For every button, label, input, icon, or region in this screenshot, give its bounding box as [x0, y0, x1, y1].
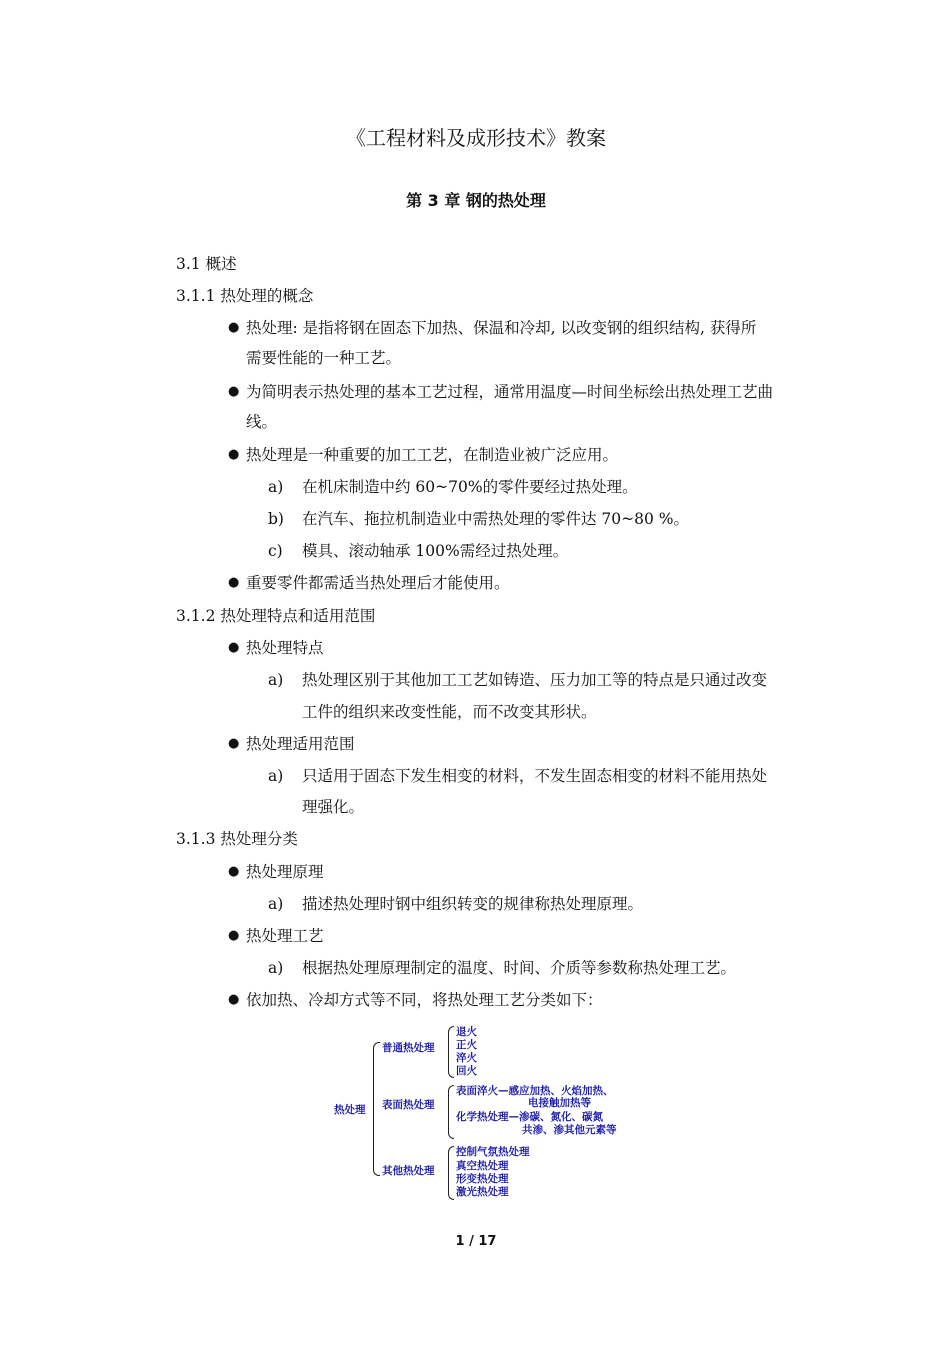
- section-3-1: 3.1 概述: [176, 255, 237, 273]
- list-text-cont: 理强化。: [302, 798, 365, 816]
- tree-item-cont: 电接触加热等: [528, 1097, 591, 1109]
- tree-item: 退火: [456, 1026, 477, 1038]
- list-item: [268, 958, 736, 978]
- list-item: [268, 509, 689, 529]
- bullet-scope: ● 热处理适用范围: [246, 734, 355, 754]
- tree-item: 表面淬火—感应加热、火焰加热、: [456, 1085, 614, 1097]
- page-number: 1 / 17: [455, 1234, 497, 1249]
- list-text: 在机床制造中约 60~70%的零件要经过热处理。: [302, 478, 638, 496]
- list-label: b): [268, 510, 284, 528]
- group-brace: [448, 1146, 454, 1200]
- tree-item: 真空热处理: [456, 1160, 509, 1172]
- list-item: [268, 670, 767, 690]
- list-item: [268, 541, 568, 561]
- section-3-1-2: 3.1.2 热处理特点和适用范围: [176, 607, 376, 625]
- tree-item: 回火: [456, 1065, 477, 1077]
- bullet-classification: ● 依加热、冷却方式等不同，将热处理工艺分类如下：: [246, 990, 603, 1010]
- list-text: 根据热处理原理制定的温度、时间、介质等参数称热处理工艺。: [302, 959, 737, 977]
- bullet-process: ● 热处理工艺: [246, 926, 324, 946]
- tree-root: 热处理: [334, 1104, 366, 1116]
- list-item: [268, 477, 638, 497]
- tree-item: 淬火: [456, 1052, 477, 1064]
- list-text: 只适用于固态下发生相变的材料，不发生固态相变的材料不能用热处: [302, 767, 768, 785]
- list-text: 热处理区别于其他加工工艺如铸造、压力加工等的特点是只通过改变: [302, 671, 768, 689]
- list-label: a): [268, 478, 284, 496]
- list-text: 模具、滚动轴承 100%需经过热处理。: [302, 542, 569, 560]
- bullet-principle: ● 热处理原理: [246, 862, 324, 882]
- section-3-1-3: 3.1.3 热处理分类: [176, 830, 298, 848]
- bullet-curve: ● 为简明表示热处理的基本工艺过程，通常用温度—时间坐标绘出热处理工艺曲: [246, 382, 773, 402]
- chapter-heading: 第 3 章 钢的热处理: [406, 191, 546, 210]
- tree-item: 激光热处理: [456, 1186, 509, 1198]
- list-label: a): [268, 959, 284, 977]
- root-brace: [373, 1042, 380, 1176]
- bullet-definition: ● 热处理: 是指将钢在固态下加热、保温和冷却, 以改变钢的组织结构, 获得所: [246, 318, 756, 338]
- group-brace: [448, 1085, 454, 1139]
- tree-item: 控制气氛热处理: [456, 1146, 530, 1158]
- bullet-important-parts: ● 重要零件都需适当热处理后才能使用。: [246, 573, 510, 593]
- bullet-importance: ● 热处理是一种重要的加工工艺，在制造业被广泛应用。: [246, 445, 618, 465]
- list-text: 在汽车、拖拉机制造业中需热处理的零件达 70~80 %。: [302, 510, 690, 528]
- tree-group-other: 其他热处理: [382, 1165, 435, 1177]
- tree-item: 形变热处理: [456, 1173, 509, 1185]
- list-label: c): [268, 542, 283, 560]
- group-brace: [448, 1026, 454, 1078]
- section-3-1-1: 3.1.1 热处理的概念: [176, 287, 314, 305]
- list-item: [268, 894, 643, 914]
- list-label: a): [268, 671, 284, 689]
- bullet-definition-cont: 需要性能的一种工艺。: [246, 349, 402, 367]
- list-label: a): [268, 767, 284, 785]
- list-text-cont: 工件的组织来改变性能，而不改变其形状。: [302, 703, 597, 721]
- list-label: a): [268, 895, 284, 913]
- tree-item: 正火: [456, 1039, 477, 1051]
- tree-group-general: 普通热处理: [382, 1042, 435, 1054]
- list-item: [268, 766, 767, 786]
- document-title: 《工程材料及成形技术》教案: [346, 126, 606, 150]
- tree-item: 化学热处理—渗碳、氮化、碳氮: [456, 1111, 603, 1123]
- bullet-curve-cont: 线。: [246, 413, 278, 431]
- bullet-features: ● 热处理特点: [246, 638, 324, 658]
- list-text: 描述热处理时钢中组织转变的规律称热处理原理。: [302, 895, 644, 913]
- tree-group-surface: 表面热处理: [382, 1099, 435, 1111]
- tree-item-cont: 共渗、渗其他元素等: [522, 1124, 617, 1136]
